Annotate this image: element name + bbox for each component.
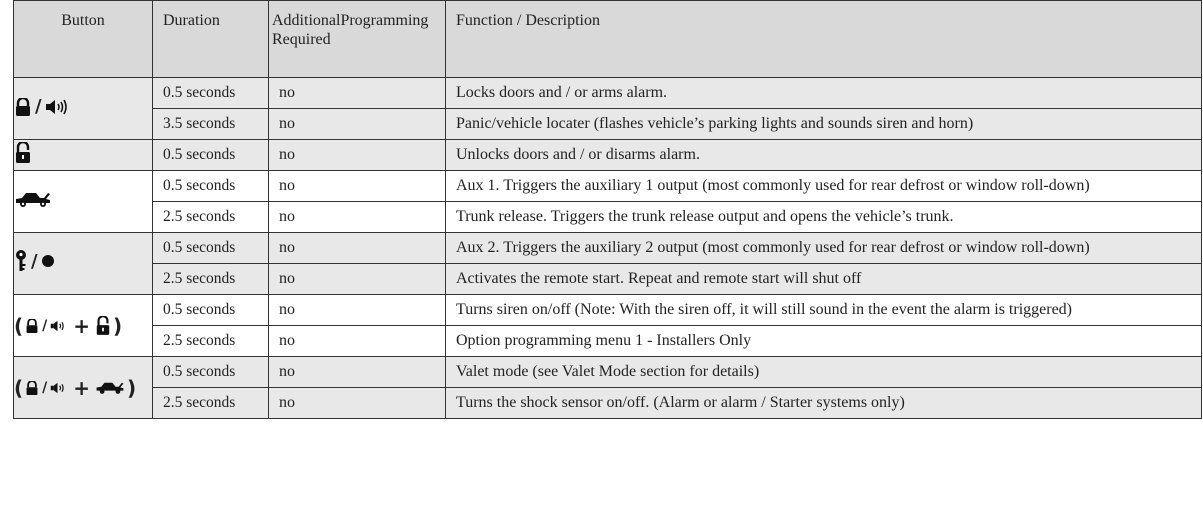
header-function: Function / Description xyxy=(446,1,1202,78)
duration-cell: 0.5 seconds xyxy=(153,171,269,202)
function-cell: Aux 2. Triggers the auxiliary 2 output (most commonly used for rear defrost or window roll-down) xyxy=(446,233,1202,264)
table-row xyxy=(14,140,1202,171)
header-row xyxy=(14,1,1202,78)
button-cell xyxy=(14,78,153,140)
additional-cell: no xyxy=(269,326,446,357)
function-cell: Unlocks doors and / or disarms alarm. xyxy=(446,140,1202,171)
lock-speaker-icon: / xyxy=(14,96,69,117)
table-row xyxy=(14,109,1202,140)
duration-cell: 3.5 seconds xyxy=(153,109,269,140)
additional-cell: no xyxy=(269,171,446,202)
remote-functions-table xyxy=(13,0,1202,419)
button-cell xyxy=(14,357,153,419)
duration-cell: 2.5 seconds xyxy=(153,264,269,295)
table-row xyxy=(14,326,1202,357)
function-cell: Trunk release. Triggers the trunk release output and opens the vehicle’s trunk. xyxy=(446,202,1202,233)
additional-cell: no xyxy=(269,78,446,109)
button-cell xyxy=(14,171,153,233)
table-row xyxy=(14,295,1202,326)
table-row xyxy=(14,388,1202,419)
additional-cell: no xyxy=(269,202,446,233)
duration-cell: 0.5 seconds xyxy=(153,140,269,171)
button-cell xyxy=(14,233,153,295)
duration-cell: 2.5 seconds xyxy=(153,202,269,233)
function-cell: Option programming menu 1 - Installers Only xyxy=(446,326,1202,357)
header-additional-programming: AdditionalProgramming Required xyxy=(269,1,446,78)
table-row xyxy=(14,357,1202,388)
duration-cell: 0.5 seconds xyxy=(153,295,269,326)
function-cell: Panic/vehicle locater (flashes vehicle’s parking lights and sounds siren and horn) xyxy=(446,109,1202,140)
table-row xyxy=(14,171,1202,202)
duration-cell: 0.5 seconds xyxy=(153,78,269,109)
additional-cell: no xyxy=(269,295,446,326)
car-trunk-icon xyxy=(14,190,52,208)
function-cell: Turns siren on/off (Note: With the siren off, it will still sound in the event the alarm is triggered) xyxy=(446,295,1202,326)
duration-cell: 2.5 seconds xyxy=(153,388,269,419)
lock-plus-car-icon: ( / + ) xyxy=(14,375,137,400)
additional-cell: no xyxy=(269,109,446,140)
additional-cell: no xyxy=(269,388,446,419)
button-cell xyxy=(14,140,153,171)
function-cell: Activates the remote start. Repeat and remote start will shut off xyxy=(446,264,1202,295)
header-button: Button xyxy=(14,1,153,78)
key-dot-icon: / xyxy=(14,250,55,272)
additional-cell: no xyxy=(269,357,446,388)
duration-cell: 0.5 seconds xyxy=(153,357,269,388)
duration-cell: 2.5 seconds xyxy=(153,326,269,357)
function-cell: Locks doors and / or arms alarm. xyxy=(446,78,1202,109)
function-cell: Valet mode (see Valet Mode section for details) xyxy=(446,357,1202,388)
additional-cell: no xyxy=(269,233,446,264)
header-duration: Duration xyxy=(153,1,269,78)
table-row xyxy=(14,78,1202,109)
function-cell: Turns the shock sensor on/off. (Alarm or alarm / Starter systems only) xyxy=(446,388,1202,419)
button-cell xyxy=(14,295,153,357)
additional-cell: no xyxy=(269,264,446,295)
duration-cell: 0.5 seconds xyxy=(153,233,269,264)
function-cell: Aux 1. Triggers the auxiliary 1 output (most commonly used for rear defrost or window roll-down) xyxy=(446,171,1202,202)
table-row xyxy=(14,233,1202,264)
table-row xyxy=(14,264,1202,295)
table-row xyxy=(14,202,1202,233)
unlock-icon xyxy=(14,142,32,164)
additional-cell: no xyxy=(269,140,446,171)
lock-plus-unlock-icon: ( / + ) xyxy=(14,313,123,338)
